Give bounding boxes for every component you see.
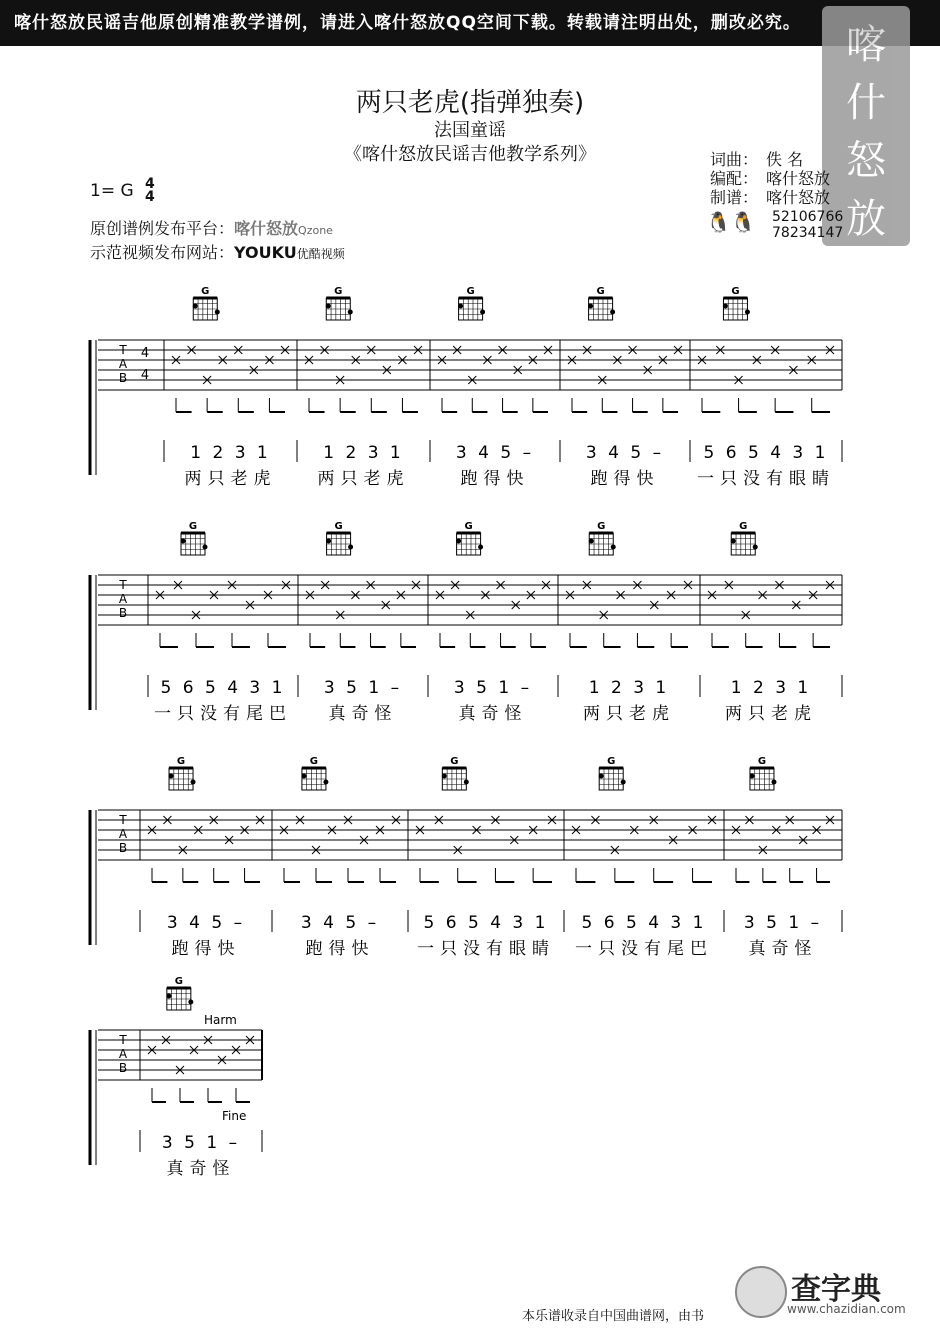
chord-dot — [169, 774, 174, 779]
footer-source: 本乐谱收录自中国曲谱网，由书 — [522, 1309, 705, 1324]
lyric-line: 一只没有眼睛 — [697, 469, 835, 489]
chord-name: G — [188, 521, 198, 532]
song-title: 两只老虎(指弹独奏) — [355, 88, 585, 118]
tab-letter: T — [119, 813, 127, 827]
jianpu-notes: 3 4 5 – — [585, 443, 665, 463]
chord-dot — [301, 774, 306, 779]
chord-dot — [442, 774, 447, 779]
tab-letter: A — [118, 827, 128, 841]
jianpu-notes: 3 5 1 – — [323, 678, 403, 698]
chord-dot — [458, 304, 463, 309]
credits-block: 词曲： 佚 名 编配： 喀什怒放 制谱： 喀什怒放 52106766 78234147 — [710, 150, 844, 241]
tab-letter: T — [119, 343, 127, 357]
chord-dot — [749, 774, 754, 779]
tab-letter: A — [118, 1047, 128, 1061]
key-signature: 1= G 4 4 — [90, 176, 155, 205]
chord-dot — [166, 994, 171, 999]
jianpu-notes: 5 6 5 4 3 1 — [160, 678, 286, 698]
chord-dot — [203, 545, 208, 550]
jianpu-notes: 1 2 3 1 — [588, 678, 670, 698]
tab-letter: B — [118, 371, 128, 385]
chord-dot — [480, 310, 485, 315]
chord-dot — [771, 780, 776, 785]
time-signature: 4 4 — [145, 176, 155, 205]
chord-dot — [731, 539, 736, 544]
seal-watermark: 喀 什 怒 放 — [822, 6, 910, 246]
chord-name: G — [731, 286, 740, 297]
chord-dot — [478, 545, 483, 550]
chord-dot — [599, 774, 604, 779]
chord-dot — [326, 304, 331, 309]
chord-dot — [753, 545, 758, 550]
chord-name: G — [334, 521, 343, 532]
chord-name: G — [464, 521, 473, 532]
lyric-line: 真奇怪 — [748, 939, 818, 959]
song-origin: 法国童谣 — [434, 120, 506, 141]
qzone-logo: 喀什怒放 — [234, 219, 299, 238]
jianpu-notes: 3 5 1 – — [743, 913, 823, 933]
youku-logo: YOUKU — [234, 243, 297, 262]
chord-name: G — [176, 756, 186, 767]
tab-letter: T — [119, 1033, 127, 1047]
jianpu-notes: 1 2 3 1 — [323, 443, 404, 463]
fine-annotation: Fine — [222, 1109, 247, 1123]
chord-name: G — [450, 756, 459, 767]
tab-letter: B — [118, 1061, 128, 1075]
chord-dot — [589, 539, 594, 544]
chord-dot — [464, 780, 469, 785]
chord-name: G — [757, 756, 767, 767]
lyric-line: 一只没有尾巴 — [154, 704, 292, 724]
chord-dot — [723, 304, 728, 309]
lyric-line: 真奇怪 — [166, 1159, 236, 1179]
lyric-line: 两只老虎 — [583, 704, 675, 724]
chord-dot — [326, 539, 331, 544]
jianpu-notes: 5 6 5 4 3 1 — [703, 443, 829, 463]
chord-name: G — [201, 286, 210, 297]
tab-time-bottom: 4 — [140, 368, 150, 383]
jianpu-notes: 3 4 5 – — [166, 913, 246, 933]
chord-dot — [181, 539, 186, 544]
lyric-line: 跑得快 — [305, 939, 375, 959]
tab-letter: B — [118, 841, 128, 855]
lyric-line: 两只老虎 — [184, 469, 277, 489]
lyric-line: 真奇怪 — [458, 704, 528, 724]
chord-name: G — [596, 286, 605, 297]
chord-name: G — [607, 756, 616, 767]
jianpu-notes: 1 2 3 1 — [730, 678, 812, 698]
chord-name: G — [174, 976, 183, 987]
chord-name: G — [466, 286, 475, 297]
chord-dot — [588, 304, 593, 309]
lyric-line: 两只老虎 — [317, 469, 410, 489]
chord-dot — [215, 310, 220, 315]
qq-number-2: 78234147 — [772, 225, 844, 241]
top-banner: 喀什怒放民谣吉他原创精准教学谱例，请进入喀什怒放QQ空间下载。转载请注明出处，删改必究。 — [0, 0, 940, 46]
jianpu-notes: 3 4 5 – — [300, 913, 380, 933]
jianpu-notes: 3 5 1 – — [161, 1133, 241, 1153]
chord-dot — [456, 539, 461, 544]
lyric-line: 一只没有眼睛 — [417, 939, 555, 959]
tab-letter: B — [118, 606, 128, 620]
chord-dot — [745, 310, 750, 315]
chord-dot — [348, 545, 353, 550]
tab-letter: T — [119, 578, 127, 592]
chord-dot — [610, 310, 615, 315]
mascot-icon — [735, 1266, 787, 1318]
jianpu-notes: 1 2 3 1 — [190, 443, 271, 463]
jianpu-notes: 5 6 5 4 3 1 — [581, 913, 707, 933]
tab-time-top: 4 — [140, 346, 150, 361]
chord-dot — [193, 304, 198, 309]
tab-letter: A — [118, 592, 128, 606]
chord-name: G — [739, 521, 748, 532]
chord-dot — [188, 1000, 193, 1005]
publish-platforms: 原创谱例发布平台：喀什怒放Qzone 示范视频发布网站：YOUKU优酷视频 — [90, 219, 345, 262]
lyric-line: 跑得快 — [590, 469, 660, 489]
jianpu-notes: 3 4 5 – — [455, 443, 535, 463]
chord-name: G — [309, 756, 319, 767]
jianpu-notes: 5 6 5 4 3 1 — [423, 913, 549, 933]
chord-dot — [323, 780, 328, 785]
chord-name: G — [597, 521, 606, 532]
lyric-line: 跑得快 — [460, 469, 530, 489]
lyric-line: 真奇怪 — [328, 704, 398, 724]
series-title: 《喀什怒放民谣吉他教学系列》 — [344, 144, 596, 165]
chord-name: G — [334, 286, 343, 297]
chord-dot — [348, 310, 353, 315]
harm-annotation: Harm — [204, 1013, 237, 1027]
qq-number-1: 52106766 — [772, 209, 844, 225]
chord-dot — [611, 545, 616, 550]
tab-letter: A — [118, 357, 128, 371]
chord-dot — [191, 780, 196, 785]
lyric-line: 跑得快 — [171, 939, 241, 959]
lyric-line: 两只老虎 — [725, 704, 817, 724]
jianpu-notes: 3 5 1 – — [453, 678, 533, 698]
qq-penguin-icon: 🐧🐧 — [706, 210, 756, 234]
lyric-line: 一只没有尾巴 — [575, 939, 713, 959]
chazidian-logo: 查字典 www.chazidian.com — [735, 1262, 925, 1322]
chord-dot — [621, 780, 626, 785]
